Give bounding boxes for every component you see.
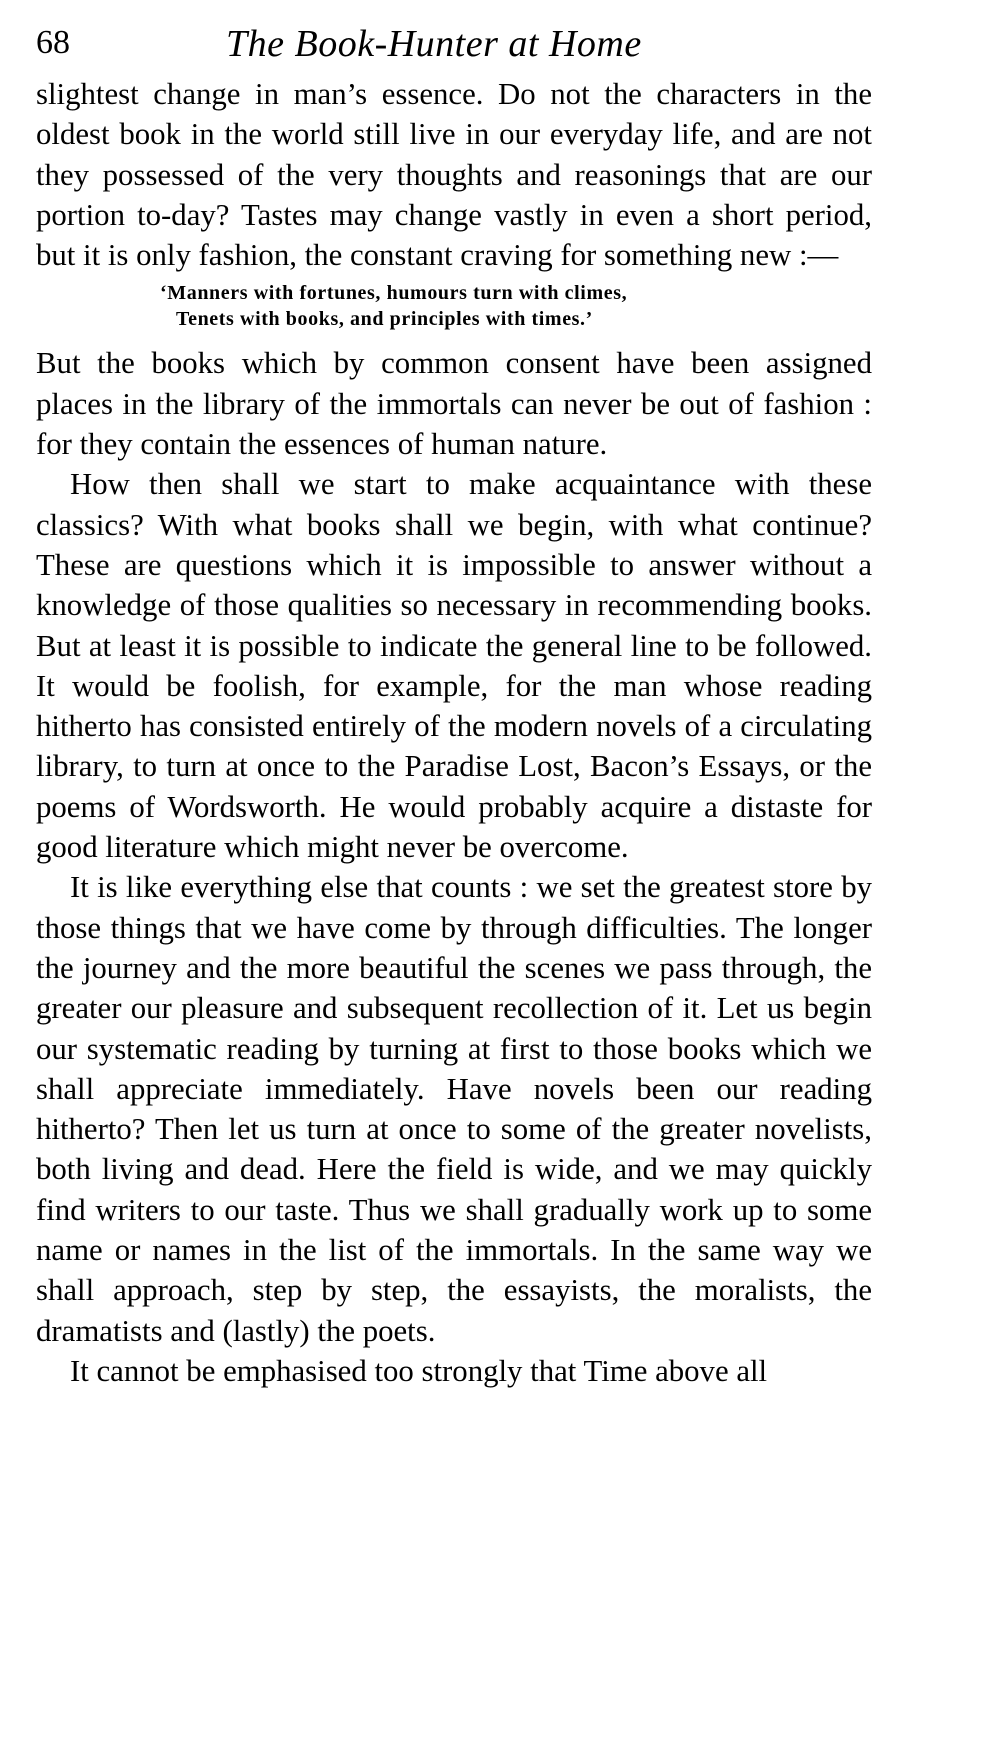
paragraph-3: How then shall we start to make acquaintance with these classics? With what books shall we begin, with what continue? These are questions which it is impossible to answer without a knowledge of those qualities so necessary in recommending books. But at least it is possible to indicate the general line to be followed. It would be foolish, for example, for the man whose reading hitherto has consisted entirely of the modern novels of a circulating library, to turn at once to the Paradise Lost, Bacon’s Essays, or the poems of Wordsworth. He would probably acquire a distaste for good literature which might never be overcome. <box>36 467 872 865</box>
paragraph-4: It is like everything else that counts : we set the greatest store by those things that we have come by through difficulties. The longer the journey and the more beautiful the scenes we pass through, the greater our pleasure and subsequent recollection of it. Let us begin our systematic reading by turning at first to those books which we shall appreciate immediately. Have novels been our reading hitherto? Then let us turn at once to some of the greater novelists, both living and dead. Here the field is wide, and we may quickly find writers to our taste. Thus we shall gradually work up to some name or names in the list of the immortals. In the same way we shall approach, step by step, the essayists, the moralists, the dramatists and (lastly) the poets. <box>36 870 872 1348</box>
paragraph-2: But the books which by common consent have been assigned places in the library of the immortals can never be out of fashion : for they contain the essences of human nature. <box>36 346 872 462</box>
page-number: 68 <box>36 24 70 61</box>
book-page <box>36 18 872 1391</box>
paragraph-1: slightest change in man’s essence. Do not the characters in the oldest book in the world still live in our everyday life, and are not they possessed of the very thoughts and reasonings that are our portion to-day? Tastes may change vastly in even a short period, but it is only fashion, the constant craving for something new :— <box>36 77 872 273</box>
running-title: The Book-Hunter at Home <box>226 23 642 65</box>
quote-line-2: Tenets with books, and principles with times.’ <box>176 308 593 331</box>
quote-line-1: ‘Manners with fortunes, humours turn with climes, <box>160 282 628 305</box>
paragraph-5: It cannot be emphasised too strongly that Time above all <box>70 1353 768 1388</box>
verse-quotation <box>160 280 872 332</box>
body-text <box>36 74 872 1391</box>
page-header <box>36 18 872 74</box>
